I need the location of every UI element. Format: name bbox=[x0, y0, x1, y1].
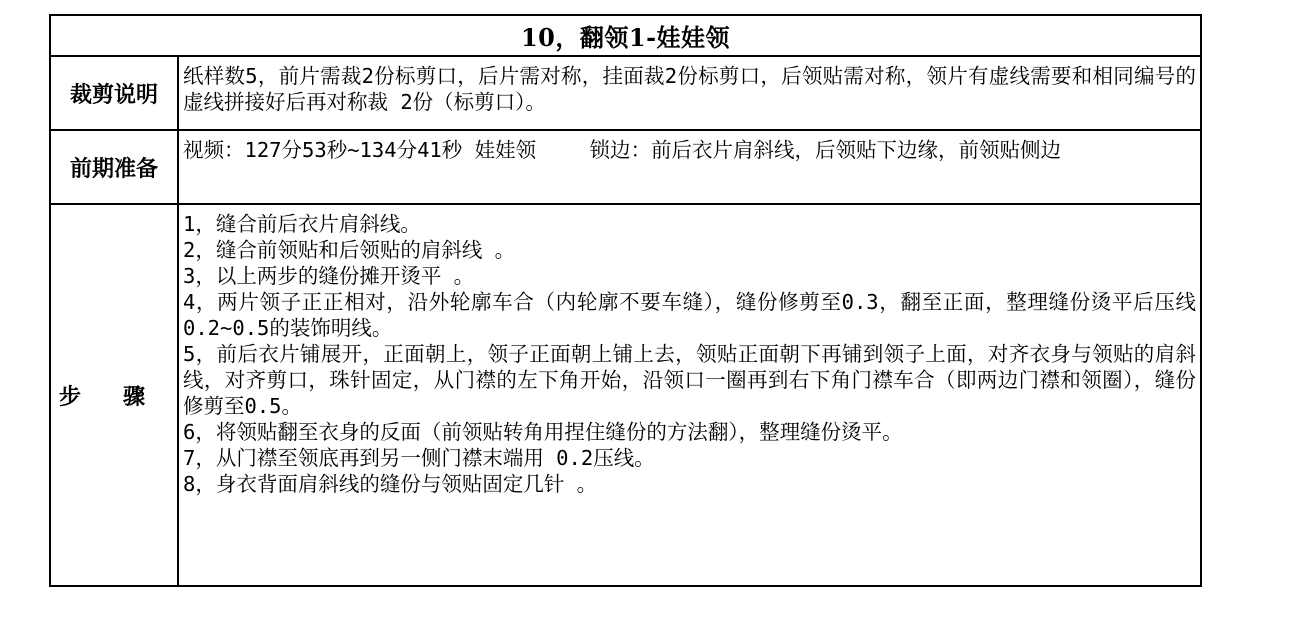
title-row bbox=[50, 15, 1201, 56]
step-item: 5，前后衣片铺展开，正面朝上，领子正面朝上铺上去，领贴正面朝下再铺到领子上面，对齐衣身与领贴的肩斜线，对齐剪口，珠针固定，从门襟的左下角开始，沿领口一圈再到右下角门襟车合（即两边门襟和领圈），缝份修剪至0.5。 bbox=[183, 342, 1196, 418]
step-item: 1，缝合前后衣片肩斜线。 bbox=[183, 212, 421, 236]
steps-label-right: 骤 bbox=[123, 384, 146, 410]
cutting-row bbox=[50, 56, 1201, 130]
step-item: 6，将领贴翻至衣身的反面（前领贴转角用捏住缝份的方法翻），整理缝份烫平。 bbox=[183, 420, 903, 444]
sheet-title: 10，翻领1-娃娃领 bbox=[50, 15, 1201, 56]
step-item: 4，两片领子正正相对，沿外轮廓车合（内轮廓不要车缝），缝份修剪至0.3，翻至正面，整理缝份烫平后压线0.2~0.5的装饰明线。 bbox=[183, 290, 1196, 340]
preparation-row bbox=[50, 130, 1201, 204]
steps-row bbox=[50, 204, 1201, 586]
steps-label-left: 步 bbox=[59, 384, 82, 410]
step-item: 7，从门襟至领底再到另一侧门襟末端用 0.2压线。 bbox=[183, 446, 655, 470]
step-item: 8，身衣背面肩斜线的缝份与领贴固定几针 。 bbox=[183, 472, 598, 496]
steps-label bbox=[50, 204, 178, 586]
preparation-label: 前期准备 bbox=[50, 130, 178, 204]
cutting-text: 纸样数5，前片需裁2份标剪口，后片需对称，挂面裁2份标剪口，后领贴需对称，领片有虚线需要和相同编号的虚线拼接好后再对称裁 2份（标剪口）。 bbox=[178, 56, 1201, 130]
instruction-sheet bbox=[49, 14, 1202, 587]
step-item: 3，以上两步的缝份摊开烫平 。 bbox=[183, 264, 475, 288]
steps-list bbox=[178, 204, 1201, 586]
step-item: 2，缝合前领贴和后领贴的肩斜线 。 bbox=[183, 238, 516, 262]
preparation-text: 视频：127分53秒~134分41秒 娃娃领 锁边：前后衣片肩斜线，后领贴下边缘，前领贴侧边 bbox=[178, 130, 1201, 204]
cutting-label: 裁剪说明 bbox=[50, 56, 178, 130]
